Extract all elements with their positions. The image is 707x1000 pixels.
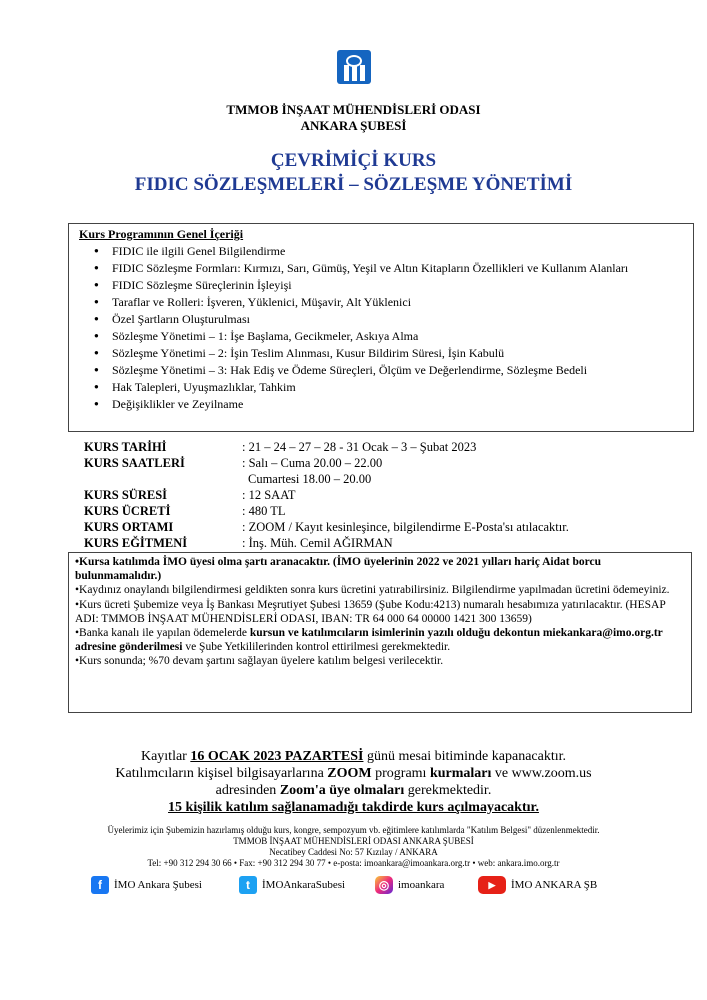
list-item: ● FIDIC Sözleşme Süreçlerinin İşleyişi bbox=[112, 278, 687, 293]
condition-receipt-a: •Banka kanalı ile yapılan ödemelerde bbox=[75, 627, 250, 640]
course-title: FIDIC SÖZLEŞMELERİ – SÖZLEŞME YÖNETİMİ bbox=[134, 174, 573, 195]
note1-a: Kayıtlar bbox=[140, 749, 191, 764]
condition-payment: •Kurs ücreti Şubemize veya İş Bankası Meşrutiyet Şubesi 13659 (Şube Kodu:4213) numaralı hesabımıza yatırılacaktır. (HESAP ADI: TMMOB İNŞAAT MÜHENDİSLERİ ODASI, IBAN: TR 64 000 64 00000 1421 300 13659) bbox=[75, 598, 666, 625]
instagram-link[interactable] bbox=[375, 876, 444, 894]
list-item: ● Değişiklikler ve Zeyilname bbox=[112, 397, 687, 412]
course-duration-label: KURS SÜRESİ bbox=[84, 488, 168, 502]
youtube-icon: ▶ bbox=[478, 876, 506, 894]
list-item: ● Taraflar ve Rolleri: İşveren, Yüklenici, Müşavir, Alt Yüklenici bbox=[112, 295, 687, 310]
condition-receipt-b: kursun ve katılımcıların isimlerinin yazılı olduğu dekontun miekankara@imo.org.tr adresine gönderilmesi bbox=[75, 627, 663, 654]
zoom-note-2 bbox=[0, 782, 707, 799]
note2-c: programı bbox=[371, 766, 430, 781]
course-medium-value: : ZOOM / Kayıt kesinleşince, bilgilendirme E-Posta'sı atılacaktır. bbox=[242, 520, 569, 534]
course-duration-value: : 12 SAAT bbox=[242, 488, 296, 502]
condition-certificate: •Kurs sonunda; %70 devam şartını sağlayan üyelere katılım belgesi verilecektir. bbox=[75, 655, 444, 668]
course-hours-label: KURS SAATLERİ bbox=[84, 456, 185, 470]
footer-address: Necatibey Caddesi No: 57 Kızılay / ANKARA bbox=[269, 847, 438, 857]
note2-b: ZOOM bbox=[327, 766, 372, 781]
course-date-value: : 21 – 24 – 27 – 28 - 31 Ocak – 3 – Şubat 2023 bbox=[242, 440, 477, 454]
program-heading: Kurs Programının Genel İçeriği bbox=[79, 227, 244, 241]
list-item: ● Sözleşme Yönetimi – 1: İşe Başlama, Gecikmeler, Askıya Alma bbox=[112, 329, 687, 344]
course-hours-value-2: Cumartesi 18.00 – 20.00 bbox=[248, 472, 372, 486]
course-date-label: KURS TARİHİ bbox=[84, 440, 167, 454]
note1-c: günü mesai bitiminde kapanacaktır. bbox=[363, 749, 567, 764]
imo-logo bbox=[337, 50, 371, 84]
list-item: ● Hak Talepleri, Uyuşmazlıklar, Tahkim bbox=[112, 380, 687, 395]
program-list bbox=[69, 244, 687, 414]
list-item: ● Sözleşme Yönetimi – 3: Hak Ediş ve Ödeme Süreçleri, Ölçüm ve Değerlendirme, Sözleşme Bedeli bbox=[112, 363, 687, 378]
condition-receipt bbox=[75, 626, 685, 654]
note3-c: gerekmektedir. bbox=[404, 783, 492, 798]
note2-e: ve www.zoom.us bbox=[491, 766, 592, 781]
twitter-icon: t bbox=[239, 876, 257, 894]
note2-a: Katılımcıların kişisel bilgisayarlarına bbox=[115, 766, 328, 781]
condition-approval: •Kaydınız onaylandı bilgilendirmesi geldikten sonra kurs ücretini yatırabilirsiniz. Bilgilendirme yapılmadan ücretini ödemeyiniz. bbox=[75, 584, 670, 597]
course-instructor-value: : İnş. Müh. Cemil AĞIRMAN bbox=[242, 536, 393, 550]
note3-b: Zoom'a üye olmaları bbox=[279, 783, 405, 798]
facebook-link[interactable] bbox=[91, 876, 202, 894]
condition-membership: •Kursa katılımda İMO üyesi olma şartı aranacaktır. (İMO üyelerinin 2022 ve 2021 yılları hariç Aidat borcu bulunmamalıdır.) bbox=[75, 556, 601, 583]
list-item: ● Sözleşme Yönetimi – 2: İşin Teslim Alınması, Kusur Bildirim Süresi, İşin Kabulü bbox=[112, 346, 687, 361]
org-branch: ANKARA ŞUBESİ bbox=[300, 118, 407, 133]
footer-contact: Tel: +90 312 294 30 66 • Fax: +90 312 294 30 77 • e-posta: imoankara@imoankara.org.tr • web: ankara.imo.org.tr bbox=[147, 858, 560, 868]
facebook-label: İMO Ankara Şubesi bbox=[114, 879, 202, 891]
list-item: ● FIDIC ile ilgili Genel Bilgilendirme bbox=[112, 244, 687, 259]
program-box bbox=[68, 223, 694, 432]
condition-receipt-c: ve Şube Yetkililerinden kontrol ettirilmesi gerekmektedir. bbox=[182, 641, 451, 654]
instagram-icon: ◎ bbox=[375, 876, 393, 894]
course-type-title: ÇEVRİMİÇİ KURS bbox=[270, 150, 437, 171]
list-item: ● FIDIC Sözleşme Formları: Kırmızı, Sarı, Gümüş, Yeşil ve Altın Kitapların Özellikleri ve Kullanım Alanları bbox=[112, 261, 687, 276]
instagram-label: imoankara bbox=[398, 879, 445, 891]
course-fee-label: KURS ÜCRETİ bbox=[84, 504, 171, 518]
zoom-note-1 bbox=[0, 765, 707, 782]
note2-d: kurmaları bbox=[429, 766, 492, 781]
twitter-link[interactable] bbox=[239, 876, 345, 894]
footer-certificate-note: Üyelerimiz için Şubemizin hazırlamış olduğu kurs, kongre, sempozyum vb. eğitimlere katılımlarda "Katılım Belgesi" düzenlenmektedir. bbox=[107, 825, 600, 835]
org-name: TMMOB İNŞAAT MÜHENDİSLERİ ODASI bbox=[226, 102, 481, 117]
facebook-icon: f bbox=[91, 876, 109, 894]
note1-b: 16 OCAK 2023 PAZARTESİ bbox=[190, 749, 364, 764]
course-fee-value: : 480 TL bbox=[242, 504, 286, 518]
twitter-label: İMOAnkaraSubesi bbox=[262, 879, 346, 891]
footer-org: TMMOB İNŞAAT MÜHENDİSLERİ ODASI ANKARA ŞUBESİ bbox=[233, 836, 474, 846]
youtube-link[interactable] bbox=[478, 876, 597, 894]
registration-deadline bbox=[0, 748, 707, 765]
conditions-box bbox=[68, 552, 692, 713]
list-item: ● Özel Şartların Oluşturulması bbox=[112, 312, 687, 327]
minimum-participants-note: 15 kişilik katılım sağlanamadığı takdirde kurs açılmayacaktır. bbox=[168, 800, 539, 815]
note3-a: adresinden bbox=[215, 783, 280, 798]
course-instructor-label: KURS EĞİTMENİ bbox=[84, 536, 188, 550]
youtube-label: İMO ANKARA ŞB bbox=[511, 879, 598, 891]
course-medium-label: KURS ORTAMI bbox=[84, 520, 174, 534]
course-hours-value: : Salı – Cuma 20.00 – 22.00 bbox=[242, 456, 383, 470]
